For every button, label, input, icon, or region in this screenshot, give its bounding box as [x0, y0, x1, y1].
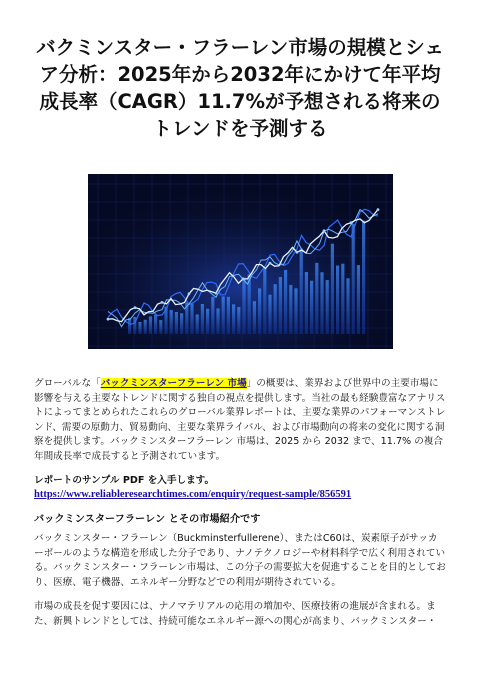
market-drivers: 市場の成長を促す要因には、ナノマテリアルの応用の増加や、医療技術の進展が含まれる。また、新興トレンドとしては、持続可能なエネルギー源への関心が高まり、バックミンスター・	[34, 601, 437, 627]
intro-after-link: 」の概要は、業界および世界中の主要市場に影響を与える主要なトレンドに関する独自の視点を提供します。当社の最も経験豊富なアナリストによってまとめられたこれらのグローバル業界レポートは、主要な業界のパフォーマンストレンド、需要の原動力、貿易動向、主要な業界ライバル、および市場動向の将来の変化に関する洞察を提供します。バックミンスターフラーレン 市場は、2025 から 2032 まで、11.7% の複合年間成長率で成長すると予測されています。	[34, 378, 446, 462]
page-title: バクミンスター・フラーレン市場の規模とシェア分析：2025年から2032年にかけて年平均成長率（CAGR）11.7%が予想される将来のトレンドを予測する	[36, 36, 444, 140]
chart-graphic-icon	[88, 174, 393, 349]
market-description: バックミンスター・フラーレン（Buckminsterfullerene）、またはC60は、炭素原子がサッカーボールのような構造を形成した分子であり、ナノテクノロジーや材料科学で広く利用されている。バックミンスター・フラーレン市場は、この分子の需要拡大を促進することを目的としており、医療、電子機器、エネルギー分野などでの利用が期待されている。	[34, 533, 446, 588]
intro-before-link: グローバルな「	[34, 378, 101, 389]
sample-link[interactable]: https://www.reliableresearchtimes.com/enquiry/request-sample/856591	[34, 489, 352, 500]
section-heading: バックミンスターフラーレン とその市場紹介です	[34, 514, 261, 525]
hero-image	[88, 174, 393, 349]
sample-label: レポートのサンプル PDF を入手します。	[34, 475, 215, 486]
intro-paragraph	[34, 377, 446, 465]
market-link[interactable]: バックミンスターフラーレン 市場	[100, 378, 247, 389]
sample-request	[34, 474, 446, 502]
